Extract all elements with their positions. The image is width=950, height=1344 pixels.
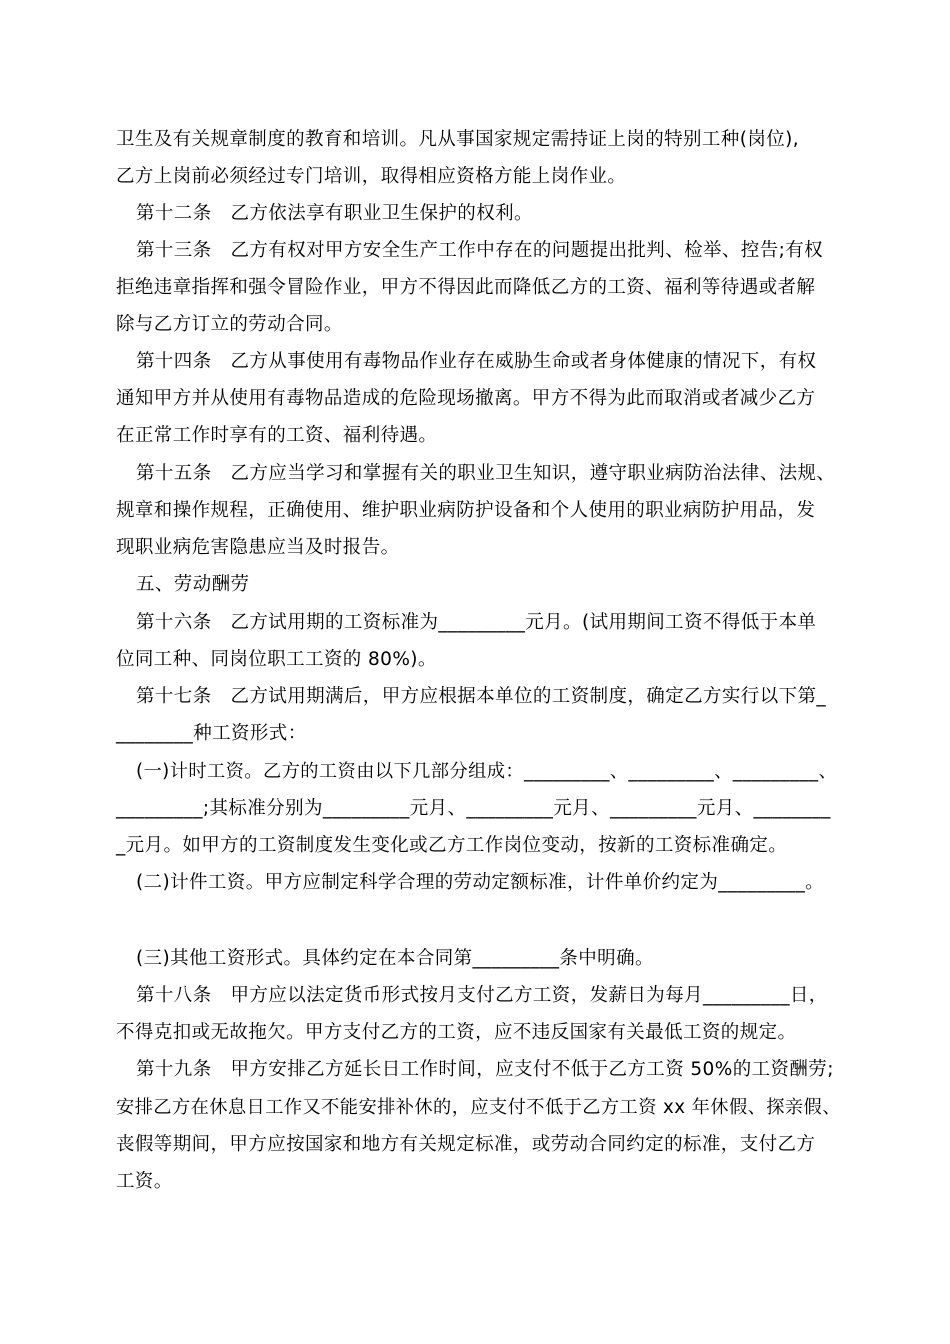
text-line: 现职业病危害隐患应当及时报告。 <box>116 537 400 558</box>
article-13: 第十三条 乙方有权对甲方安全生产工作中存在的问题提出批判、检举、控告;有权 <box>136 240 824 261</box>
text-line: 规章和操作规程，正确使用、维护职业病防护设备和个人使用的职业病防护用品，发 <box>116 500 816 521</box>
text-line: _元月。如甲方的工资制度发生变化或乙方工作岗位变动，按新的工资标准确定。 <box>116 835 788 856</box>
clause-piece-wage: (二)计件工资。甲方应制定科学合理的劳动定额标准，计件单价约定为_________。 <box>136 872 824 893</box>
text-line: 在正常工作时享有的工资、福利待遇。 <box>116 425 438 446</box>
article-18: 第十八条 甲方应以法定货币形式按月支付乙方工资，发薪日为每月_________日， <box>136 985 828 1006</box>
article-16: 第十六条 乙方试用期的工资标准为_________元月。(试用期间工资不得低于本单 <box>136 612 817 633</box>
article-15: 第十五条 乙方应当学习和掌握有关的职业卫生知识，遵守职业病防治法律、法规、 <box>136 463 836 484</box>
text-line: 除与乙方订立的劳动合同。 <box>116 314 343 335</box>
text-line: 丧假等期间，甲方应按国家和地方有关规定标准，或劳动合同约定的标准，支付乙方 <box>116 1134 816 1155</box>
clause-time-wage: (一)计时工资。乙方的工资由以下几部分组成：_________、_________、_________、 <box>136 761 838 782</box>
clause-other-wage: (三)其他工资形式。具体约定在本合同第_________条中明确。 <box>136 948 654 969</box>
text-line: 不得克扣或无故拖欠。甲方支付乙方的工资，应不违反国家有关最低工资的规定。 <box>116 1022 797 1043</box>
article-12: 第十二条 乙方依法享有职业卫生保护的权利。 <box>136 203 533 224</box>
text-line: 通知甲方并从使用有毒物品造成的危险现场撤离。甲方不得为此而取消或者减少乙方 <box>116 388 816 409</box>
article-17: 第十七条 乙方试用期满后，甲方应根据本单位的工资制度，确定乙方实行以下第_ <box>136 686 827 707</box>
text-line: 安排乙方在休息日工作又不能安排补休的，应支付不低于乙方工资 xx 年休假、探亲假、 <box>116 1097 841 1118</box>
text-line: ________种工资形式： <box>116 723 307 744</box>
article-19: 第十九条 甲方安排乙方延长日工作时间，应支付不低于乙方工资 50%的工资酬劳; <box>136 1059 834 1080</box>
article-14: 第十四条 乙方从事使用有毒物品作业存在威胁生命或者身体健康的情况下，有权 <box>136 351 817 372</box>
text-line: 位同工种、同岗位职工工资的 80%)。 <box>116 649 437 670</box>
text-line: 工资。 <box>116 1171 173 1192</box>
text-line: _________;其标准分别为_________元月、_________元月、_________元月、________ <box>116 798 831 819</box>
section-heading: 五、劳动酬劳 <box>136 574 250 595</box>
text-line: 拒绝违章指挥和强令冒险作业，甲方不得因此而降低乙方的工资、福利等待遇或者解 <box>116 277 816 298</box>
text-line: 卫生及有关规章制度的教育和培训。凡从事国家规定需持证上岗的特别工种(岗位), <box>116 129 800 150</box>
text-line: 乙方上岗前必须经过专门培训，取得相应资格方能上岗作业。 <box>116 166 627 187</box>
